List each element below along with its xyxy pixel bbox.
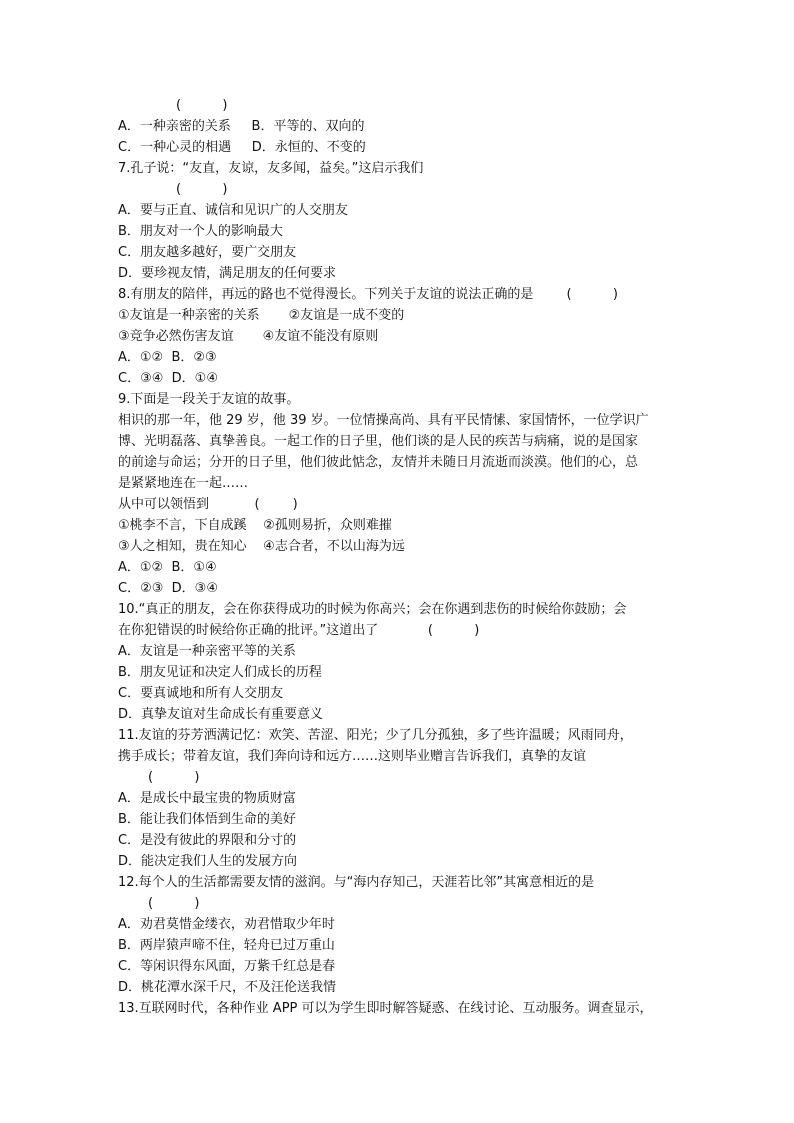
question-12-stem: 12.每个人的生活都需要友情的滋润。与“海内存知己，天涯若比邻”其寓意相近的是 bbox=[118, 875, 595, 890]
question-11-stem: 11.友谊的芬芳洒满记忆：欢笑、苦涩、阳光；少了几分孤独，多了些许温暖；风雨同舟， bbox=[118, 728, 633, 743]
option-line: A．①② B．①④ bbox=[118, 560, 217, 575]
option-line: C．②③ D．③④ bbox=[118, 581, 218, 596]
passage-line: 相识的那一年，他 29 岁，他 39 岁。一位情操高尚、具有平民情愫、家国情怀，一位学识广 bbox=[118, 413, 649, 428]
option-line: A．友谊是一种亲密平等的关系 bbox=[118, 644, 296, 659]
option-line: A．要与正直、诚信和见识广的人交朋友 bbox=[118, 203, 348, 218]
statement-line: ③竞争必然伤害友谊 ④友谊不能没有原则 bbox=[118, 329, 379, 344]
option-line: D．桃花潭水深千尺，不及汪伦送我情 bbox=[118, 980, 337, 995]
question-8-stem: 8.有朋友的陪伴，再远的路也不觉得漫长。下列关于友谊的说法正确的是 ( ) bbox=[118, 287, 618, 302]
option-line: B．朋友见证和决定人们成长的历程 bbox=[118, 665, 322, 680]
passage-line: 是紧紧地连在一起…… bbox=[118, 476, 249, 491]
question-9-stem: 9.下面是一段关于友谊的故事。 bbox=[118, 392, 300, 407]
option-line: C．朋友越多越好，要广交朋友 bbox=[118, 245, 297, 260]
answer-blank: ( ) bbox=[148, 770, 200, 785]
question-7-stem: 7.孔子说：“友直，友谅，友多闻，益矣。”这启示我们 bbox=[118, 161, 424, 176]
answer-blank: ( ) bbox=[148, 896, 200, 911]
question-11-stem: 携手成长；带着友谊，我们奔向诗和远方……这则毕业赠言告诉我们，真挚的友谊 bbox=[118, 749, 587, 764]
statement-line: ①友谊是一种亲密的关系 ②友谊是一成不变的 bbox=[118, 308, 405, 323]
option-line: C．是没有彼此的界限和分寸的 bbox=[118, 833, 297, 848]
option-line: C．要真诚地和所有人交朋友 bbox=[118, 686, 284, 701]
option-line: C．③④ D．①④ bbox=[118, 371, 218, 386]
answer-blank: ( ) bbox=[176, 182, 228, 197]
option-line: D．真挚友谊对生命成长有重要意义 bbox=[118, 707, 324, 722]
passage-line: 博、光明磊落、真挚善良。一起工作的日子里，他们谈的是人民的疾苦与病痛，说的是国家 bbox=[118, 434, 639, 449]
question-9-prompt: 从中可以领悟到 ( ) bbox=[118, 497, 298, 512]
option-line: B．能让我们体悟到生命的美好 bbox=[118, 812, 296, 827]
question-10-stem: 在你犯错误的时候给你正确的批评。”这道出了 ( ) bbox=[118, 623, 480, 638]
option-line: D．要珍视友情，满足朋友的任何要求 bbox=[118, 266, 337, 281]
option-line: A．一种亲密的关系 B．平等的、双向的 bbox=[118, 119, 365, 134]
passage-line: 的前途与命运；分开的日子里，他们彼此惦念，友情并未随日月流逝而淡漠。他们的心，总 bbox=[118, 455, 639, 470]
statement-line: ①桃李不言，下自成蹊 ②孤则易折，众则难摧 bbox=[118, 518, 392, 533]
question-13-stem: 13.互联网时代，各种作业 APP 可以为学生即时解答疑惑、在线讨论、互动服务。调查显示， bbox=[118, 1001, 653, 1016]
option-line: A．①② B．②③ bbox=[118, 350, 217, 365]
option-line: B．朋友对一个人的影响最大 bbox=[118, 224, 283, 239]
option-line: C．一种心灵的相遇 D．永恒的、不变的 bbox=[118, 140, 366, 155]
option-line: B．两岸猿声啼不住，轻舟已过万重山 bbox=[118, 938, 335, 953]
option-line: D．能决定我们人生的发展方向 bbox=[118, 854, 298, 869]
question-10-stem: 10.“真正的朋友，会在你获得成功的时候为你高兴；会在你遇到悲伤的时候给你鼓励；会 bbox=[118, 602, 627, 617]
option-line: A．是成长中最宝贵的物质财富 bbox=[118, 791, 296, 806]
option-line: C．等闲识得东风面，万紫千红总是春 bbox=[118, 959, 336, 974]
statement-line: ③人之相知，贵在知心 ④志合者，不以山海为远 bbox=[118, 539, 405, 554]
option-line: A．劝君莫惜金缕衣，劝君惜取少年时 bbox=[118, 917, 335, 932]
answer-blank: ( ) bbox=[176, 98, 228, 113]
